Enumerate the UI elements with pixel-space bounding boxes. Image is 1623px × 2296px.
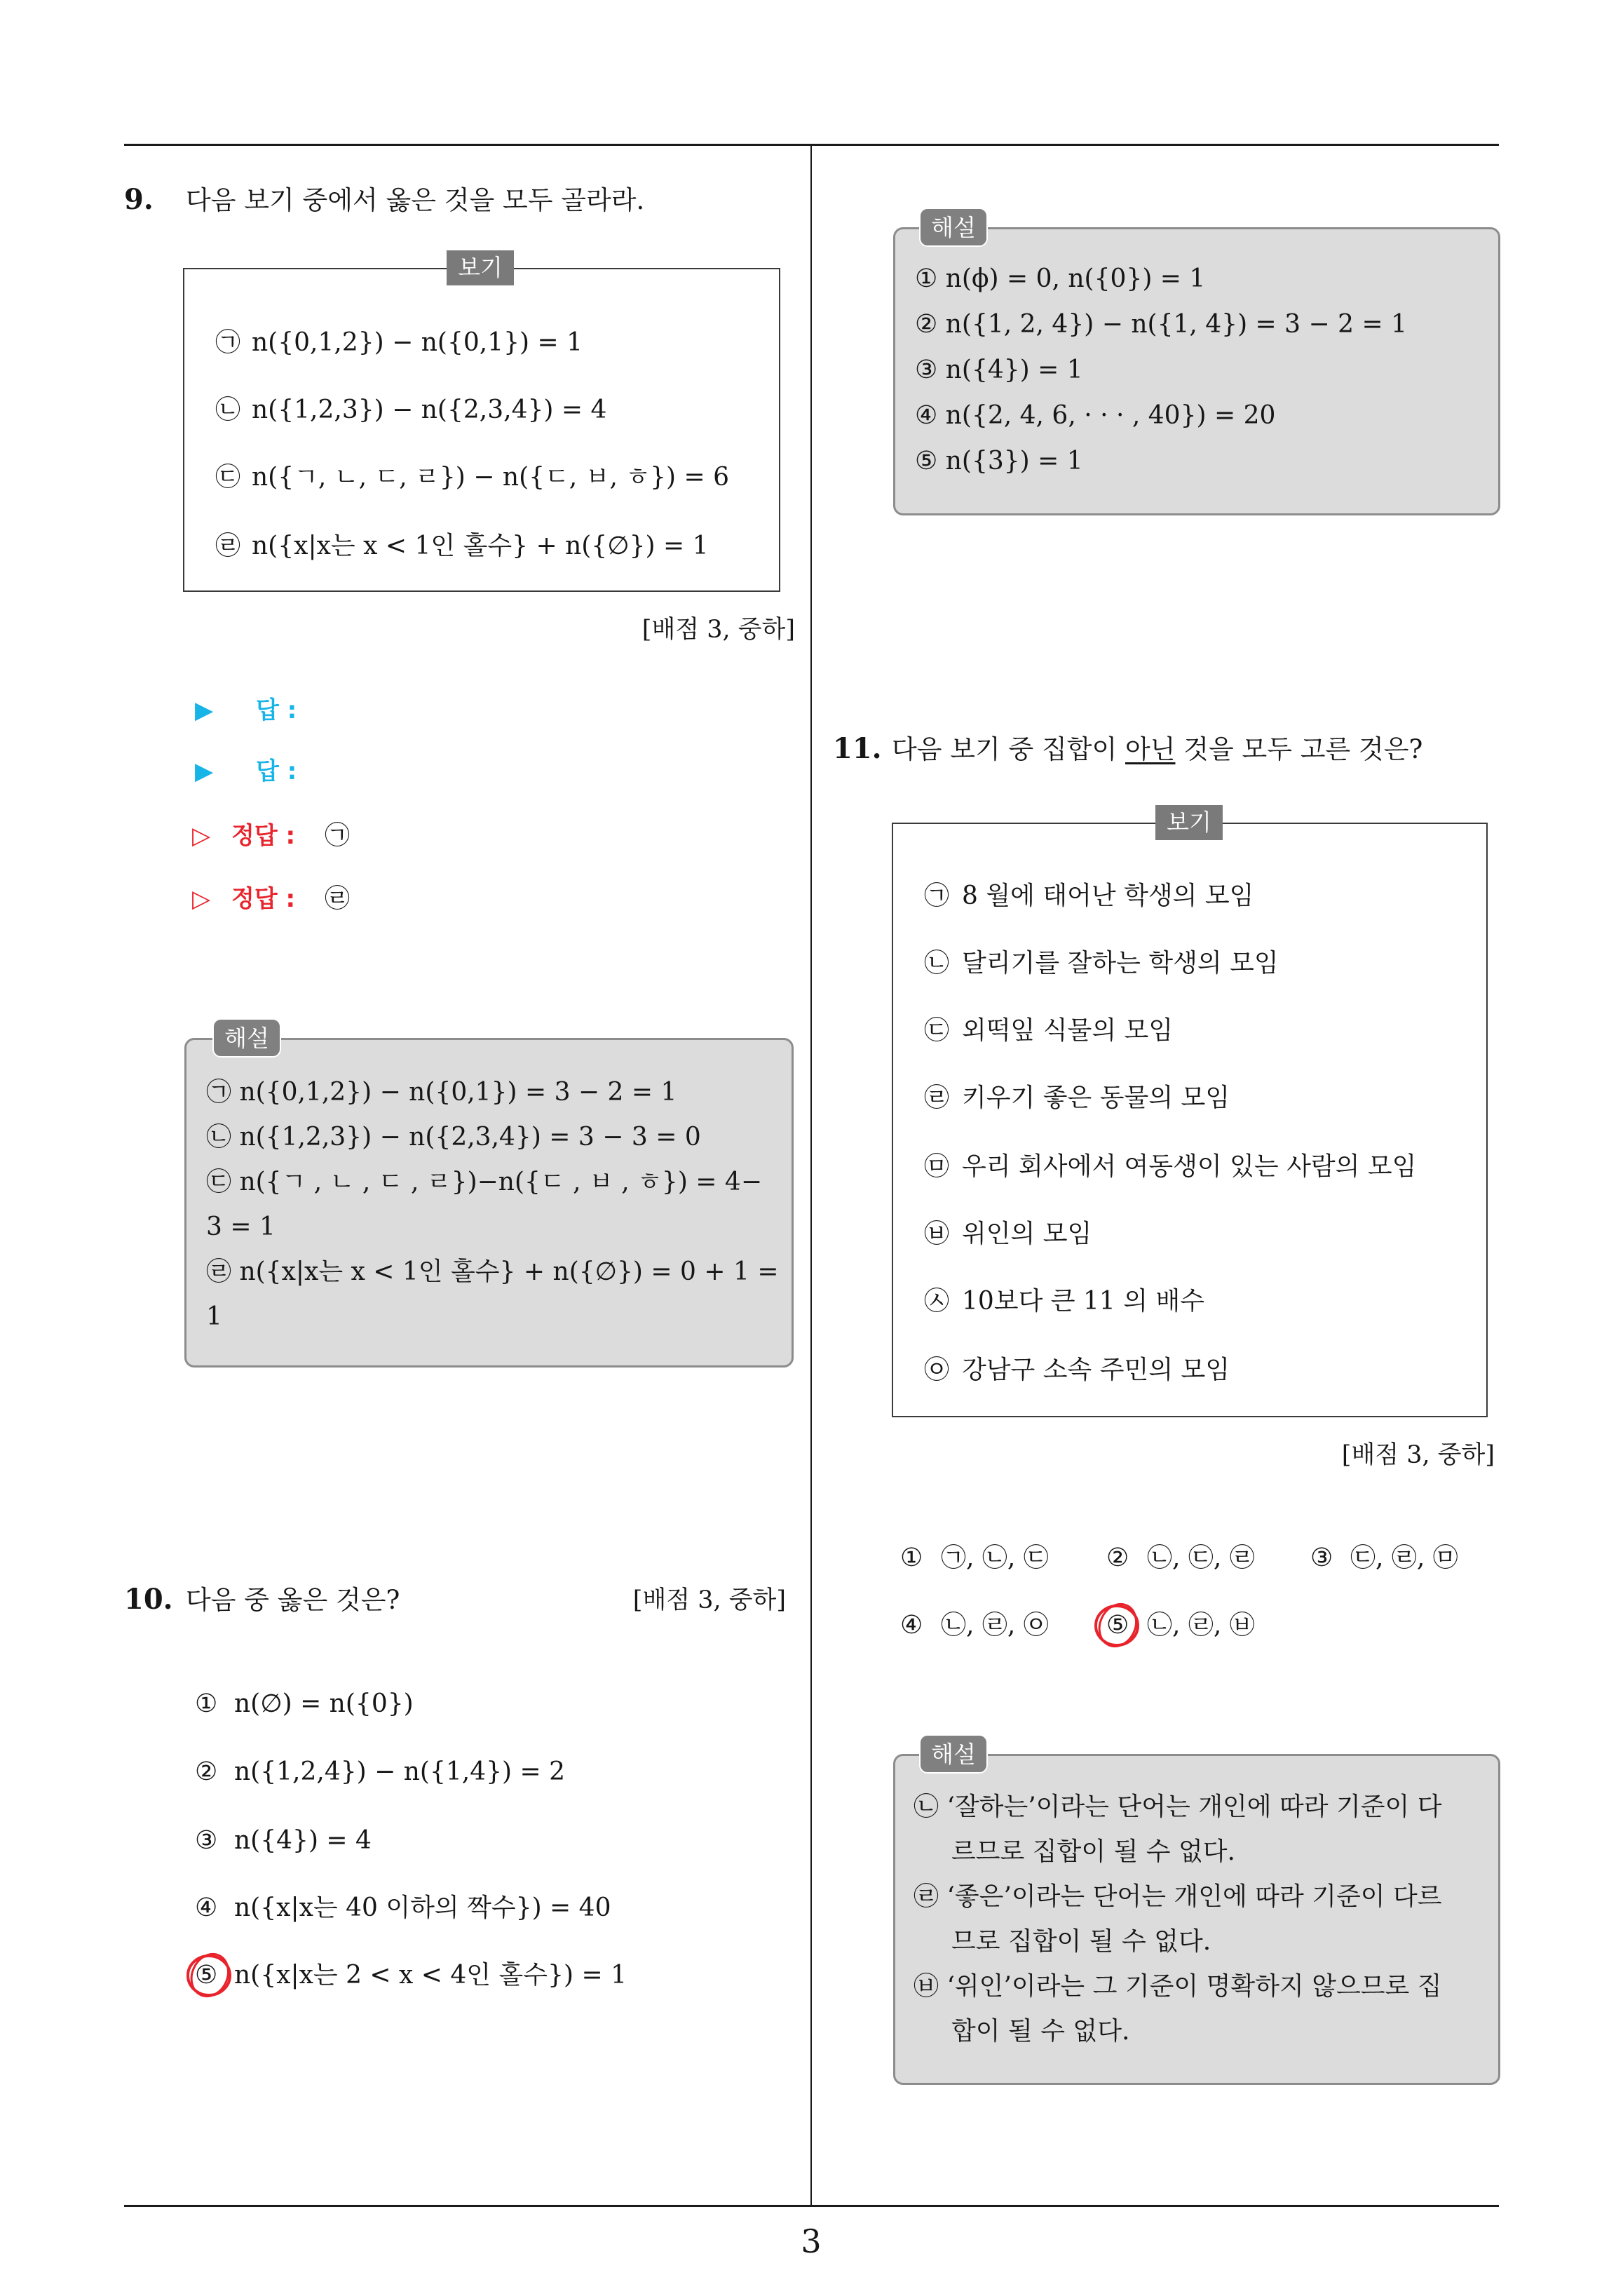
- explanation-line: ④ n({2, 4, 6, · · · , 40}) = 20: [915, 401, 1276, 430]
- option-marker: ①: [195, 1689, 218, 1718]
- answer-blank-label: 답 :: [256, 757, 297, 785]
- explanation-line: ① n(ϕ) = 0, n({0}) = 1: [915, 264, 1206, 293]
- item-marker: ㉡: [924, 949, 950, 978]
- explanation-line: ㉣ n({x|x는 x < 1인 홀수} + n({∅}) = 0 + 1 =: [206, 1257, 779, 1286]
- question-10-score: [배점 3, 중하]: [632, 1586, 786, 1614]
- option-marker: ⑤: [1106, 1611, 1129, 1640]
- example-item: [215, 395, 748, 426]
- question-10-prompt: 다음 중 옳은 것은?: [186, 1585, 400, 1615]
- option-expression: n(∅) = n({0}): [234, 1689, 414, 1718]
- question-11-score: [배점 3, 중하]: [1341, 1441, 1495, 1469]
- item-text: 강남구 소속 주민의 모임: [962, 1356, 1230, 1384]
- option-text: ㉡, ㉣, ㉧: [941, 1611, 1049, 1640]
- explanation-line: 합이 될 수 없다.: [951, 2017, 1130, 2046]
- answer-arrow-icon: ▶: [195, 757, 214, 785]
- question-9-example-box-label: 보기: [447, 250, 514, 285]
- explanation-line: ② n({1, 2, 4}) − n({1, 4}) = 3 − 2 = 1: [915, 310, 1407, 339]
- explanation-line: ㉡ n({1,2,3}) − n({2,3,4}) = 3 − 3 = 0: [206, 1123, 701, 1152]
- item-marker: ㉥: [924, 1220, 950, 1248]
- option-marker: ①: [900, 1544, 923, 1572]
- correct-answer-arrow-icon: ▷: [192, 822, 211, 850]
- item-marker: ㉢: [924, 1016, 950, 1045]
- question-11-example-box: [892, 823, 1488, 1417]
- item-marker: ㉦: [924, 1287, 950, 1316]
- explanation-line: ㉡ ‘잘하는’이라는 단어는 개인에 따라 기준이 다: [914, 1792, 1442, 1821]
- option-marker: ⑤: [195, 1961, 218, 1990]
- question-9-prompt: 다음 보기 중에서 옳은 것을 모두 골라라.: [186, 185, 645, 215]
- question-9-score: [배점 3, 중하]: [641, 616, 795, 644]
- example-item: [215, 531, 748, 562]
- item-marker: ㉢: [215, 463, 241, 492]
- item-text: 달리기를 잘하는 학생의 모임: [962, 949, 1279, 978]
- question-9-explanation-label: 해설: [212, 1018, 281, 1058]
- item-text: 위인의 모임: [962, 1220, 1092, 1248]
- correct-answer-value: ㉠: [325, 821, 351, 850]
- item-marker: ㉣: [215, 532, 241, 560]
- example-item: [215, 327, 748, 358]
- explanation-line: ㉠ n({0,1,2}) − n({0,1}) = 3 − 2 = 1: [206, 1078, 677, 1107]
- question-9-example-box: [183, 268, 780, 592]
- correct-answer-label: 정답 :: [231, 885, 296, 913]
- answer-blank-label: 답 :: [256, 696, 297, 724]
- question-9-explanation-box: [184, 1038, 794, 1368]
- item-expression: n({0,1,2}) − n({0,1}) = 1: [252, 328, 583, 357]
- option-text: ㉠, ㉡, ㉢: [941, 1544, 1049, 1572]
- prompt-text: 다음 보기 중 집합이: [892, 734, 1125, 764]
- item-marker: ㉣: [924, 1083, 950, 1112]
- item-text: 10보다 큰 11 의 배수: [962, 1287, 1205, 1316]
- correct-answer-label: 정답 :: [231, 822, 296, 850]
- item-marker: ㉠: [215, 328, 241, 357]
- option-marker: ②: [1106, 1544, 1129, 1572]
- item-text: 키우기 좋은 동물의 모임: [962, 1083, 1230, 1112]
- item-marker: ㉠: [924, 882, 950, 910]
- example-item: [924, 1355, 1457, 1386]
- item-expression: n({1,2,3}) − n({2,3,4}) = 4: [252, 396, 607, 424]
- option-text: ㉡, ㉢, ㉣: [1147, 1544, 1255, 1572]
- explanation-line: ㉢ n({ㄱ , ㄴ , ㄷ , ㄹ})−n({ㄷ , ㅂ , ㅎ}) = 4−: [206, 1168, 762, 1196]
- explanation-line: 3 = 1: [206, 1213, 276, 1241]
- option-expression: n({x|x는 2 < x < 4인 홀수}) = 1: [234, 1961, 627, 1990]
- question-11-number: 11.: [833, 732, 882, 765]
- question-11-explanation-label: 해설: [919, 1734, 988, 1774]
- option-text: ㉢, ㉣, ㉤: [1350, 1544, 1458, 1572]
- option-marker: ③: [1310, 1544, 1333, 1572]
- correct-answer-arrow-icon: ▷: [192, 885, 211, 913]
- option-marker: ②: [195, 1757, 218, 1786]
- answer-mark-circle: [1089, 1598, 1145, 1654]
- option-marker: ④: [195, 1893, 218, 1922]
- option-expression: n({x|x는 40 이하의 짝수}) = 40: [234, 1893, 611, 1922]
- answer-arrow-icon: ▶: [195, 696, 214, 724]
- prompt-text: 것을 모두 고른 것은?: [1175, 734, 1423, 764]
- example-item: [215, 462, 748, 493]
- option-text: ㉡, ㉣, ㉥: [1147, 1611, 1255, 1640]
- question-10-number: 10.: [124, 1583, 173, 1616]
- item-marker: ㉧: [924, 1356, 950, 1384]
- correct-answer-value: ㉣: [325, 884, 351, 913]
- item-expression: n({x|x는 x < 1인 홀수} + n({∅}) = 1: [252, 532, 709, 560]
- example-item: [924, 1083, 1457, 1114]
- item-text: 우리 회사에서 여동생이 있는 사람의 모임: [962, 1152, 1417, 1181]
- explanation-line: ③ n({4}) = 1: [915, 356, 1083, 384]
- option-expression: n({4}) = 4: [234, 1826, 372, 1855]
- option-marker: ④: [900, 1611, 923, 1640]
- explanation-line: ⑤ n({3}) = 1: [915, 447, 1083, 475]
- option-expression: n({1,2,4}) − n({1,4}) = 2: [234, 1757, 566, 1786]
- explanation-line: ㉣ ‘좋은’이라는 단어는 개인에 따라 기준이 다르: [914, 1882, 1442, 1911]
- question-11-example-box-label: 보기: [1155, 805, 1223, 840]
- column-divider: [810, 145, 812, 2206]
- item-marker: ㉡: [215, 396, 241, 424]
- question-11-prompt: [892, 734, 1422, 765]
- example-item: [924, 1219, 1457, 1250]
- prompt-emphasis: 아닌: [1125, 734, 1176, 764]
- option-marker: ③: [195, 1826, 218, 1855]
- page-number: 3: [801, 2222, 822, 2260]
- example-item: [924, 1152, 1457, 1182]
- explanation-line: 므로 집합이 될 수 없다.: [951, 1927, 1211, 1956]
- item-text: 외떡잎 식물의 모임: [962, 1016, 1174, 1045]
- item-expression: n({ㄱ, ㄴ, ㄷ, ㄹ}) − n({ㄷ, ㅂ, ㅎ}) = 6: [252, 463, 730, 492]
- question-10-explanation-box: [893, 227, 1500, 515]
- answer-mark-circle: [181, 1947, 237, 2004]
- question-9-number: 9.: [124, 183, 154, 216]
- example-item: [924, 1286, 1457, 1317]
- explanation-line: ㉥ ‘위인’이라는 그 기준이 명확하지 않으므로 집: [914, 1972, 1442, 2001]
- bottom-rule: [124, 2205, 1499, 2207]
- item-text: 8 월에 태어난 학생의 모임: [962, 882, 1254, 910]
- explanation-line: 르므로 집합이 될 수 없다.: [951, 1837, 1235, 1866]
- explanation-line: 1: [206, 1302, 222, 1331]
- question-10-explanation-label: 해설: [919, 208, 988, 247]
- example-item: [924, 1015, 1457, 1046]
- item-marker: ㉤: [924, 1152, 950, 1181]
- question-11-explanation-box: [893, 1754, 1500, 2085]
- example-item: [924, 881, 1457, 912]
- example-item: [924, 948, 1457, 979]
